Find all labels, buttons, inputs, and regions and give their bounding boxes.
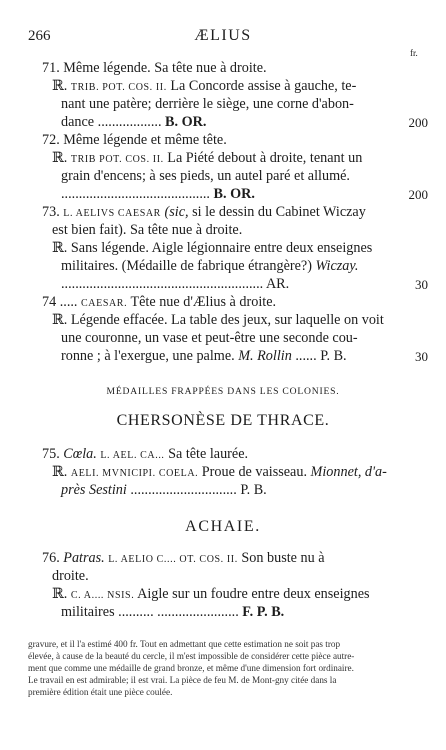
entry-74-obverse	[42, 293, 276, 313]
reverse-mark: ℝ.	[52, 586, 68, 602]
entry-71-reverse-text: La Concorde assise à gauche, te-	[170, 78, 357, 94]
entry-76-reverse-text: Aigle sur un foudre entre deux enseignes	[137, 586, 370, 602]
entry-76-reverse-legend: C. A.... NSIS.	[70, 590, 135, 601]
entry-76-number: 76.	[42, 550, 60, 566]
entry-73-reverse-1	[52, 239, 372, 257]
entry-72-reverse-legend: TRIB POT. COS. II.	[70, 154, 164, 165]
entry-73-price: 30	[415, 277, 428, 292]
entry-73-sic: (sic,	[164, 204, 189, 220]
page-number: 266	[28, 28, 51, 44]
entry-76-obverse-text: Son buste nu à	[241, 550, 325, 566]
entry-72-reverse-1	[52, 149, 362, 169]
column-label: fr.	[410, 48, 418, 58]
leader-dots: ..............................	[130, 482, 237, 498]
entry-71-reverse-3	[61, 113, 206, 131]
entry-75-number: 75.	[42, 446, 60, 462]
entry-74-price: 30	[415, 349, 428, 364]
footnote-line: gravure, et il l'a estimé 400 fr. Tout en admettant que cette estimation ne soit pas trop	[28, 639, 341, 649]
entry-75-reverse-2	[61, 481, 267, 499]
entry-72-obverse-text: Même légende et même tête.	[63, 132, 227, 148]
running-title: ÆLIUS	[194, 27, 252, 44]
entry-74-reverse-end: ronne ; à l'exergue, une palme.	[61, 348, 235, 364]
entry-71-metal: B. OR.	[165, 114, 207, 130]
entry-76-metal: F. P. B.	[242, 604, 285, 620]
entry-76-reverse-2	[61, 603, 284, 621]
entry-73-reverse-2	[61, 257, 358, 275]
entry-73-reverse-3	[61, 275, 289, 293]
entry-74-obverse-text: Tête nue d'Ælius à droite.	[130, 294, 277, 310]
entry-75-city: Cœla.	[63, 446, 97, 462]
entry-76-obverse-1	[42, 549, 325, 569]
entry-75-obverse-legend: L. AEL. CA...	[100, 450, 165, 461]
entry-76-reverse-1	[52, 585, 370, 605]
section-title-chersonese: CHERSONÈSE DE THRACE.	[116, 412, 330, 429]
reverse-mark: ℝ.	[52, 150, 68, 166]
leader-dots: ..........................................	[61, 186, 210, 202]
entry-71-price: 200	[408, 115, 428, 130]
leader-dots: ..................	[97, 114, 162, 130]
entry-75-obverse-text: Sa tête laurée.	[168, 446, 249, 462]
section-heading-colonies: MÉDAILLES FRAPPÉES DANS LES COLONIES.	[106, 386, 340, 397]
entry-72-obverse	[42, 131, 227, 149]
entry-73-obverse-text: si le dessin du Cabinet Wiczay	[192, 204, 366, 220]
leader-dots: .........................................................	[61, 276, 264, 292]
entry-73-obverse-legend: L. AELIVS CAESAR	[63, 208, 161, 219]
entry-74-source: M. Rollin	[238, 348, 292, 364]
entry-73-number: 73.	[42, 204, 60, 220]
entry-74-reverse-text: Légende effacée. La table des jeux, sur laquelle on voit	[70, 312, 384, 328]
entry-72-number: 72.	[42, 132, 60, 148]
leader-dots: .......... .......................	[118, 604, 239, 620]
reverse-mark: ℝ.	[52, 240, 68, 256]
entry-74-metal: P. B.	[320, 348, 347, 364]
footnote-line: élevée, à cause de la beauté du cercle, il m'est impossible de considérer cette pièce autre-	[28, 651, 355, 661]
entry-75-metal: P. B.	[240, 482, 267, 498]
entry-75-reverse-text: Proue de vaisseau.	[201, 464, 307, 480]
entry-75-obverse	[42, 445, 248, 465]
footnote-line: Le travail en est admirable; il est vrai. La pièce de feu M. de Mont-gny citée dans la	[28, 675, 337, 685]
entry-71-obverse-text: Même légende. Sa tête nue à droite.	[63, 60, 267, 76]
entry-73-reverse-text: Sans légende. Aigle légionnaire entre deux enseignes	[70, 240, 373, 256]
entry-71-reverse-1	[52, 77, 356, 97]
entry-73-obverse-2: est bien fait). Sa tête nue à droite.	[52, 222, 243, 238]
entry-71-reverse-2: nant une patère; derrière le siège, une corne d'abon-	[61, 96, 354, 112]
entry-71-reverse-legend: TRIB. POT. COS. II.	[70, 82, 167, 93]
entry-74-reverse-3	[61, 347, 347, 365]
entry-71-number: 71.	[42, 60, 60, 76]
reverse-mark: ℝ.	[52, 78, 68, 94]
leader-dots: ......	[295, 348, 317, 364]
entry-75-reverse-1	[52, 463, 387, 483]
entry-74-obverse-legend: CAESAR.	[81, 298, 128, 309]
entry-76-reverse-end: militaires	[61, 604, 115, 620]
entry-74-prefix: .....	[59, 294, 78, 310]
footnote-line: première édition était une pièce coulée.	[28, 687, 173, 697]
entry-75-reverse-legend: AELI. MVNICIPI. COELA.	[70, 468, 199, 479]
entry-72-reverse-text: La Piété debout à droite, tenant un	[167, 150, 363, 166]
reverse-mark: ℝ.	[52, 312, 68, 328]
entry-72-metal: B. OR.	[213, 186, 255, 202]
entry-74-reverse-1	[52, 311, 384, 329]
entry-72-reverse-3	[61, 185, 255, 203]
entry-71-obverse	[42, 59, 267, 77]
section-title-achaie: ACHAIE.	[185, 518, 261, 535]
entry-72-price: 200	[408, 187, 428, 202]
reverse-mark: ℝ.	[52, 464, 68, 480]
entry-73-obverse-1	[42, 203, 366, 223]
entry-73-metal: AR.	[265, 276, 290, 292]
entry-75-source: Mionnet, d'a-	[310, 464, 387, 480]
entry-76-obverse-legend: L. AELIO C.... OT. COS. II.	[108, 554, 238, 565]
entry-74-number: 74	[42, 294, 57, 310]
entry-76-obverse-2: droite.	[52, 568, 89, 584]
entry-73-reverse-text-2: militaires. (Médaille de fabrique étrangère?)	[61, 258, 312, 274]
entry-74-reverse-2: une couronne, un vase et peut-être une seconde cou-	[61, 330, 358, 346]
entry-76-city: Patras.	[63, 550, 105, 566]
footnote-line: ment que comme une médaille de grand bronze, et même d'une dimension fort ordinaire.	[28, 663, 354, 673]
entry-75-source-end: près Sestini	[61, 482, 127, 498]
entry-72-reverse-2: grain d'encens; à ses pieds, un autel paré et allumé.	[61, 168, 350, 184]
entry-71-reverse-end: dance	[61, 114, 95, 130]
entry-73-source: Wiczay.	[315, 258, 359, 274]
